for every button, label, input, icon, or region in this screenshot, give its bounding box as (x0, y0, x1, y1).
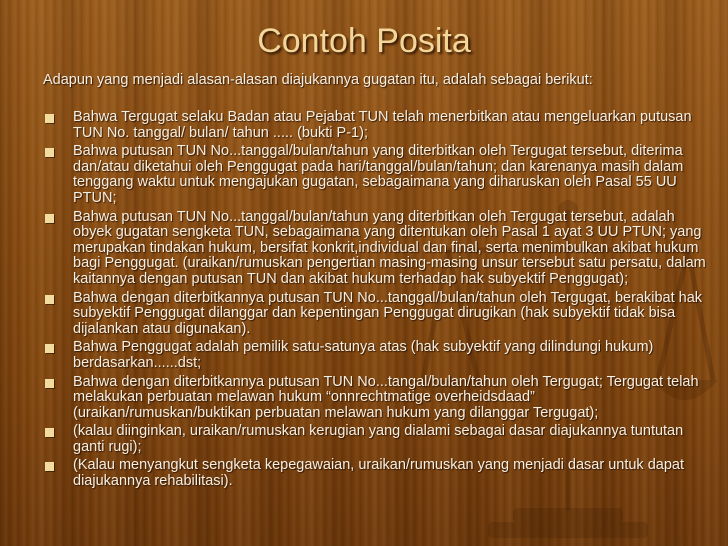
bullet-list (43, 110, 708, 493)
bullet-text: (kalau diinginkan, uraikan/rumuskan kerugian yang dialami sebagai dasar diajukannya tuntutan ganti rugi); (73, 423, 684, 455)
square-bullet-icon (45, 148, 54, 157)
bullet-item (43, 210, 708, 288)
square-bullet-icon (45, 344, 54, 353)
bullet-text: Bahwa Penggugat adalah pemilik satu-satunya atas (hak subyektif yang dilindungi hukum) berdasarkan......dst; (73, 339, 654, 371)
bullet-text: Bahwa putusan TUN No...tanggal/bulan/tahun yang diterbitkan oleh Tergugat tersebut, adalah obyek gugatan sengketa TUN, sebagaimana yang ditentukan oleh Pasal 1 ayat 3 UU PTUN; yang merupakan tindakan hukum, bersifat konkrit,individual dan final, serta menimbulkan akibat hukum bagi Penggugat. (uraikan/rumuskan pengertian masing-masing unsur tersebut satu persatu, dalam kaitannya dengan putusan TUN dan akibat hukum terhadap hak subyektif Penggugat); (73, 208, 706, 287)
bullet-text: Bahwa Tergugat selaku Badan atau Pejabat TUN telah menerbitkan atau mengeluarkan putusan TUN No. tanggal/ bulan/ tahun ..... (bukti P-1); (73, 109, 692, 141)
bullet-text: (Kalau menyangkut sengketa kepegawaian, uraikan/rumuskan yang menjadi dasar untuk dapat diajukannya rehabilitasi). (73, 457, 684, 490)
bullet-text: Bahwa putusan TUN No...tanggal/bulan/tahun yang diterbitkan oleh Tergugat tersebut, diterima dan/atau diketahui oleh Penggugat pada hari/tanggal/bulan/tahun; dan karenanya masih dalam tenggang waktu untuk mengajukan gugatan, sebagaimana yang diharuskan oleh Pasal 55 UU PTUN; (73, 143, 684, 206)
square-bullet-icon (45, 379, 54, 388)
square-bullet-icon (45, 114, 54, 123)
bullet-item (43, 291, 708, 338)
bullet-item (43, 424, 708, 455)
bullet-item (43, 340, 708, 371)
bullet-item (43, 110, 708, 141)
square-bullet-icon (45, 295, 54, 304)
bullet-text: Bahwa dengan diterbitkannya putusan TUN No...tangal/bulan/tahun oleh Tergugat; Tergugat telah melakukan perbuatan melawan hukum “onnrechtmatige overheidsdaad” (uraikan/rumuskan/buktikan perbuatan melawan hukum yang dilanggar Tergugat); (73, 373, 699, 421)
bullet-text: Bahwa dengan diterbitkannya putusan TUN No...tanggal/bulan/tahun oleh Tergugat, berakibat hak subyektif Penggugat dilanggar dan kepentingan Penggugat dirugikan (hak subyektif tidak bisa dijalankan atau digunakan). (73, 289, 703, 337)
square-bullet-icon (45, 462, 54, 471)
intro-text: Adapun yang menjadi alasan-alasan diajukannya gugatan itu, adalah sebagai berikut: (43, 72, 593, 88)
square-bullet-icon (45, 428, 54, 437)
square-bullet-icon (45, 214, 54, 223)
bullet-item (43, 458, 708, 489)
bullet-item (43, 144, 708, 206)
slide-title: Contoh Posita (257, 22, 471, 60)
bullet-item (43, 375, 708, 422)
